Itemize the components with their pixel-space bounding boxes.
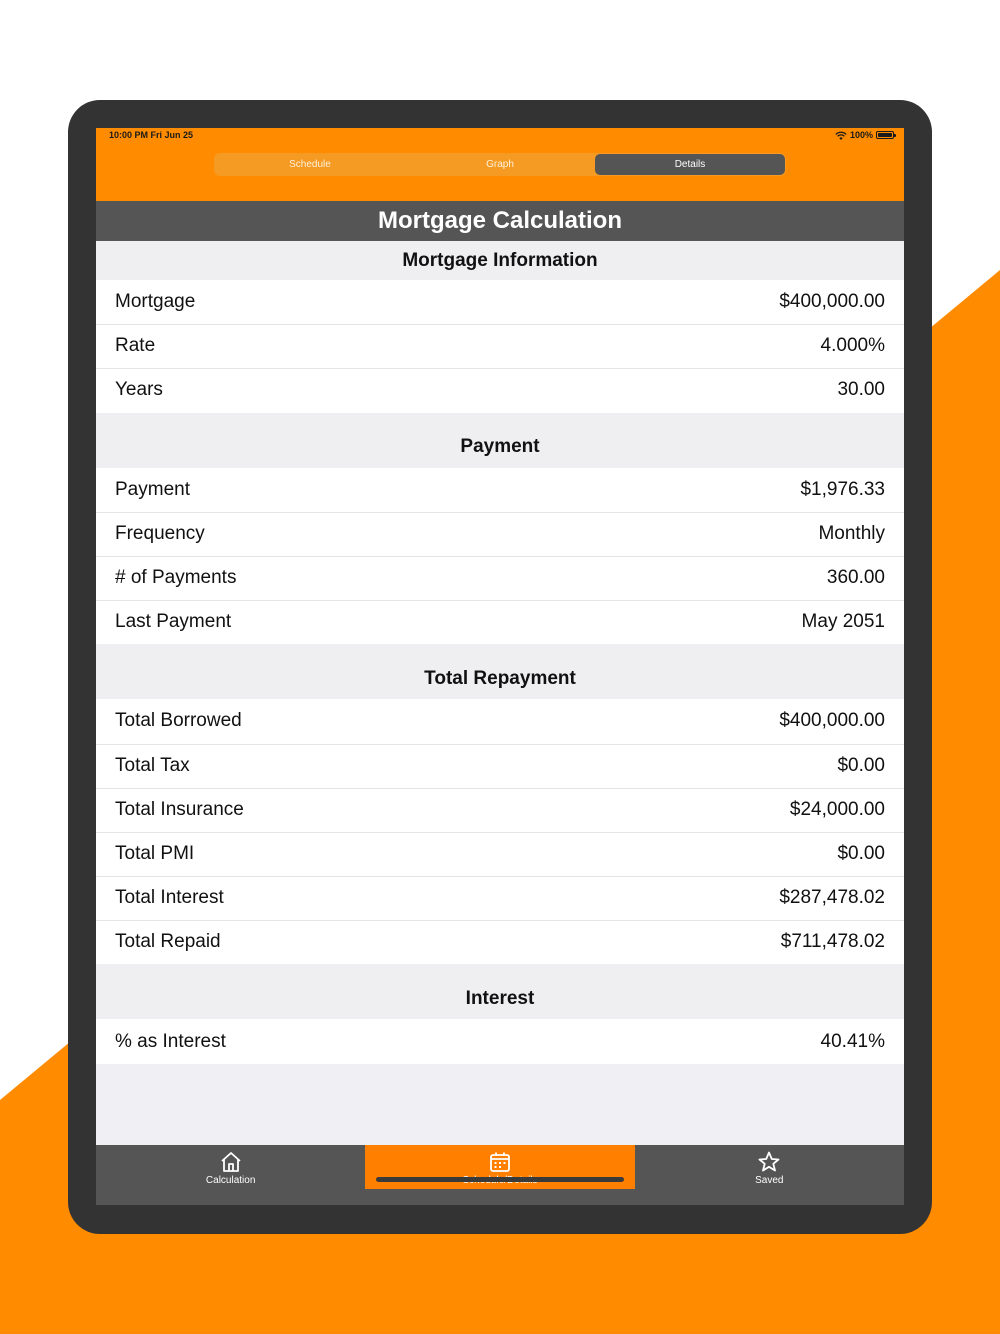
segment-details[interactable]: Details (595, 154, 785, 175)
tab-saved[interactable] (635, 1145, 904, 1205)
row-value: $1,976.33 (800, 478, 885, 500)
row-value: $711,478.02 (780, 931, 885, 953)
tab-label: Calculation (205, 1175, 256, 1186)
home-icon (219, 1150, 243, 1174)
row-label: Total Repaid (115, 931, 221, 953)
detail-row (96, 468, 904, 512)
details-list (96, 241, 904, 1064)
top-bar (96, 128, 904, 201)
detail-row (96, 876, 904, 920)
detail-row (96, 280, 904, 324)
row-value: $24,000.00 (789, 798, 885, 820)
detail-row (96, 699, 904, 743)
section-header-mortgage-information: Mortgage Information (96, 241, 904, 280)
status-indicators (835, 130, 894, 140)
status-time: 10:00 PM Fri Jun 25 (109, 130, 194, 140)
section-rows-total-repayment (96, 699, 904, 964)
row-value: 4.000% (820, 335, 885, 357)
row-label: Mortgage (115, 291, 196, 313)
detail-row (96, 832, 904, 876)
view-segmented-control (214, 153, 786, 176)
row-label: Last Payment (115, 611, 232, 633)
row-value: $0.00 (837, 842, 885, 864)
home-indicator[interactable] (376, 1177, 624, 1182)
app-screen (96, 128, 904, 1205)
tab-label: Saved (755, 1175, 784, 1186)
row-label: Total PMI (115, 842, 195, 864)
row-value: $0.00 (837, 754, 885, 776)
tab-calculation[interactable] (96, 1145, 365, 1205)
row-label: Total Interest (115, 887, 224, 909)
row-value: Monthly (818, 522, 885, 544)
row-label: % as Interest (115, 1030, 226, 1052)
page-title: Mortgage Calculation (96, 201, 904, 241)
detail-row (96, 556, 904, 600)
detail-row (96, 512, 904, 556)
star-icon (757, 1150, 781, 1174)
segment-schedule[interactable]: Schedule (289, 159, 331, 170)
section-header-payment: Payment (96, 413, 904, 468)
row-label: Total Insurance (115, 798, 244, 820)
detail-row (96, 600, 904, 644)
battery-icon (876, 131, 894, 139)
row-value: $400,000.00 (779, 710, 885, 732)
tab-schedule-details[interactable] (365, 1145, 634, 1189)
row-label: Rate (115, 335, 156, 357)
row-value: $400,000.00 (779, 291, 885, 313)
row-value: May 2051 (801, 611, 885, 633)
wifi-icon (835, 131, 847, 140)
row-label: Total Tax (115, 754, 190, 776)
segment-graph[interactable]: Graph (486, 159, 514, 170)
battery-percent: 100% (849, 130, 873, 140)
detail-row (96, 1019, 904, 1063)
detail-row (96, 788, 904, 832)
row-label: Payment (115, 478, 190, 500)
detail-row (96, 920, 904, 964)
row-label: # of Payments (115, 567, 237, 589)
row-value: 360.00 (826, 567, 885, 589)
bottom-tab-bar (96, 1145, 904, 1205)
row-value: 40.41% (820, 1030, 885, 1052)
row-label: Frequency (115, 522, 205, 544)
detail-row (96, 324, 904, 368)
row-label: Total Borrowed (115, 710, 242, 732)
section-header-total-repayment: Total Repayment (96, 644, 904, 699)
calendar-icon (488, 1150, 512, 1174)
section-rows-interest (96, 1019, 904, 1063)
detail-row (96, 744, 904, 788)
section-rows-mortgage-information (96, 280, 904, 413)
row-value: 30.00 (837, 379, 885, 401)
row-label: Years (115, 379, 163, 401)
detail-row (96, 368, 904, 412)
section-header-interest: Interest (96, 964, 904, 1019)
row-value: $287,478.02 (779, 887, 885, 909)
section-rows-payment (96, 468, 904, 645)
